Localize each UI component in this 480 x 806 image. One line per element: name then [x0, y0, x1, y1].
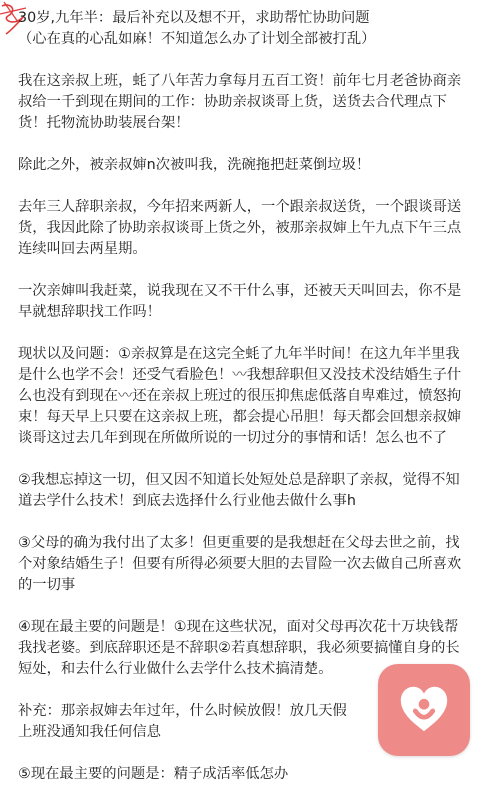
post-title: 30岁,九年半：最后补充以及想不开，求助帮忙协助问题 （心在真的心乱如麻！不知道怎么办了计划全部被打乱）: [18, 10, 376, 47]
paragraph-situation: 现状以及问题：①亲叔算是在这完全蚝了九年半时间！在这九年半里我是什么也学不会！还受气看脸色！〰我想辞职但又没技术没结婚生子什么也没有到现在〰还在亲叔上班过的很压抑焦虑低落自卑难过，愤怒拘束！每天早上只要在这亲叔上班，都会提心吊胆！每天都会回想亲叔婶谈哥这过去几年到现在所做所说的一切过分的事情和话！怎么也不了: [18, 346, 462, 446]
paragraph-question-4: ④现在最主要的问题是！①现在这些状况，面对父母再次花十万块钱帮我找老婆。到底辞职还是不辞职②若真想辞职，我必须要搞懂自身的长短处，和去什么行业做什么去学什么技术搞清楚。: [18, 619, 460, 677]
paragraph-new-hires: 去年三人辞职亲叔，今年招来两新人，一个跟亲叔送货，一个跟谈哥送货，我因此除了协助亲叔谈哥上货之外，被那亲叔婶上午九点下午三点连续叫回去两星期。: [18, 199, 462, 257]
app-badge[interactable]: [378, 664, 470, 756]
paragraph-work-history: 我在这亲叔上班，蚝了八年苦力拿每月五百工资！前年七月老爸协商亲叔给一千到现在期间的工作：协助亲叔谈哥上货，送货去合代理点下货！托物流协助装展台架！: [18, 73, 462, 131]
paragraph-supplement: 补充：那亲叔婶去年过年，什么时候放假！放几天假 上班没通知我任何信息: [18, 703, 347, 740]
paragraph-question-3: ③父母的确为我付出了太多！但更重要的是我想赶在父母去世之前，找个对象结婚生子！但要有所得必须要大胆的去冒险一次去做自己所喜欢的一切事: [18, 535, 462, 593]
paragraph-chores: 除此之外，被亲叔婶n次被叫我，洗碗拖把赶菜倒垃圾！: [18, 157, 371, 173]
paragraph-question-2: ②我想忘掉这一切，但又因不知道长处短处总是辞职了亲叔，觉得不知道去学什么技术！到底去选择什么行业他去做什么事h: [18, 472, 460, 509]
paragraph-question-5: ⑤现在最主要的问题是：精子成活率低怎办: [18, 766, 289, 782]
heart-icon: [395, 681, 453, 739]
paragraph-aunt-remark: 一次亲婶叫我赶菜，说我现在又不干什么事，还被天天叫回去，你不是早就想辞职找工作吗！: [18, 283, 462, 320]
